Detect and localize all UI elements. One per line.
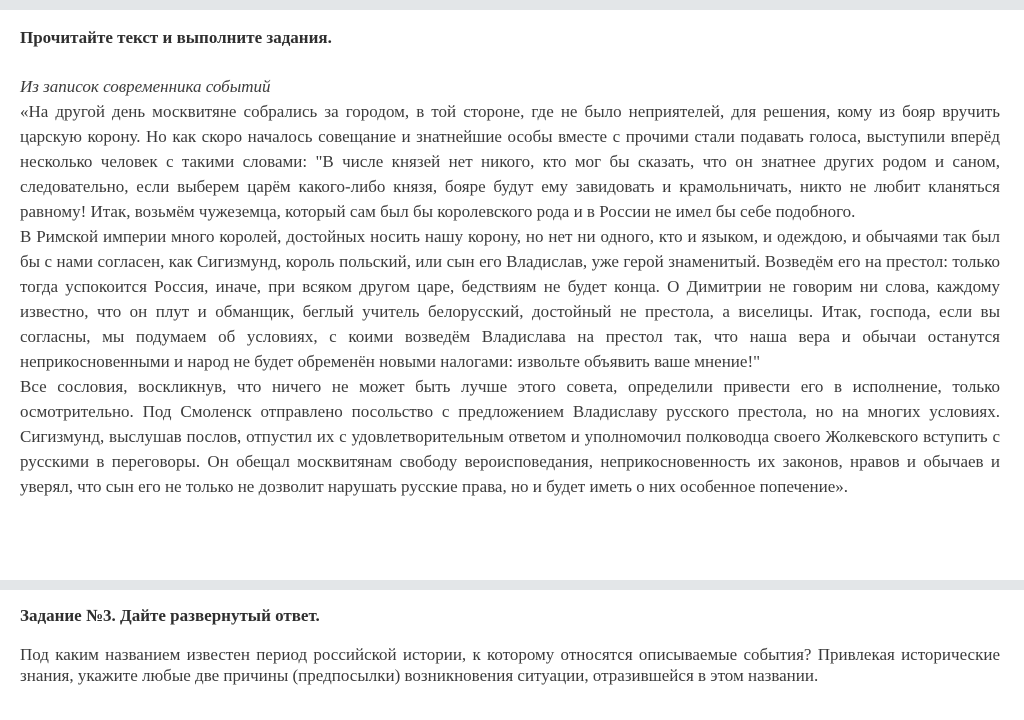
top-strip (0, 0, 1024, 10)
task-card (0, 590, 1024, 720)
paragraph-2: В Римской империи много королей, достойных носить нашу корону, но нет ни одного, кто и языком, и одеждою, и обычаями так был бы с нами согласен, как Сигизмунд, король польский, или сын его Владислав, уже герой знаменитый. Возведём его на престол: только тогда успокоится Россия, иначе, при всяком другом царе, бедствиям не будет конца. О Димитрии не говорим ни слова, каждому известно, что он плут и обманщик, беглый учитель белорусский, достойный не престола, а виселицы. Итак, господа, если вы согласны, мы подумаем об условиях, с коими возведём Владислава на престол так, что наша вера и обычаи останутся неприкосновенными и народ не будет обременён новыми налогами: извольте объявить ваше мнение!" (20, 227, 1000, 371)
text-heading: Прочитайте текст и выполните задания. (20, 28, 332, 47)
task-question: Под каким названием известен период российской истории, к которому относятся описываемые события? Привлекая исторические знания, укажите любые две причины (предпосылки) возникновения ситуации, отразившейся в этом названии. (20, 645, 1000, 685)
task-heading: Задание №3. Дайте развернутый ответ. (20, 606, 320, 625)
text-card (0, 10, 1024, 580)
source-caption: Из записок современника событий (20, 77, 271, 96)
paragraph-1: «На другой день москвитяне собрались за городом, в той стороне, где не было неприятелей, для решения, кому из бояр вручить царскую корону. Но как скоро началось совещание и знатнейшие особы вместе с прочими стали подавать голоса, выступили вперёд несколько человек с такими словами: "В числе князей нет никого, кто мог бы сказать, что он знатнее других родом и саном, следовательно, если выберем царём какого-либо князя, бояре будут ему завидовать и крамольничать, никто не любит кланяться равному! Итак, возьмём чужеземца, который сам был бы королевского рода и в России не имел бы себе подобного. (20, 102, 1000, 221)
section-divider (0, 580, 1024, 590)
paragraph-3: Все сословия, воскликнув, что ничего не может быть лучше этого совета, определили привести его в исполнение, только осмотрительно. Под Смоленск отправлено посольство с предложением Владиславу русского престола, но на многих условиях. Сигизмунд, выслушав послов, отпустил их с удовлетворительным ответом и уполномочил полководца своего Жолкевского вступить с русскими в переговоры. Он обещал москвитянам свободу вероисповедания, неприкосновенность их законов, нравов и обычаев и уверял, что сын его не только не дозволит нарушать русские права, но и будет иметь о них особенное попечение». (20, 377, 1000, 496)
